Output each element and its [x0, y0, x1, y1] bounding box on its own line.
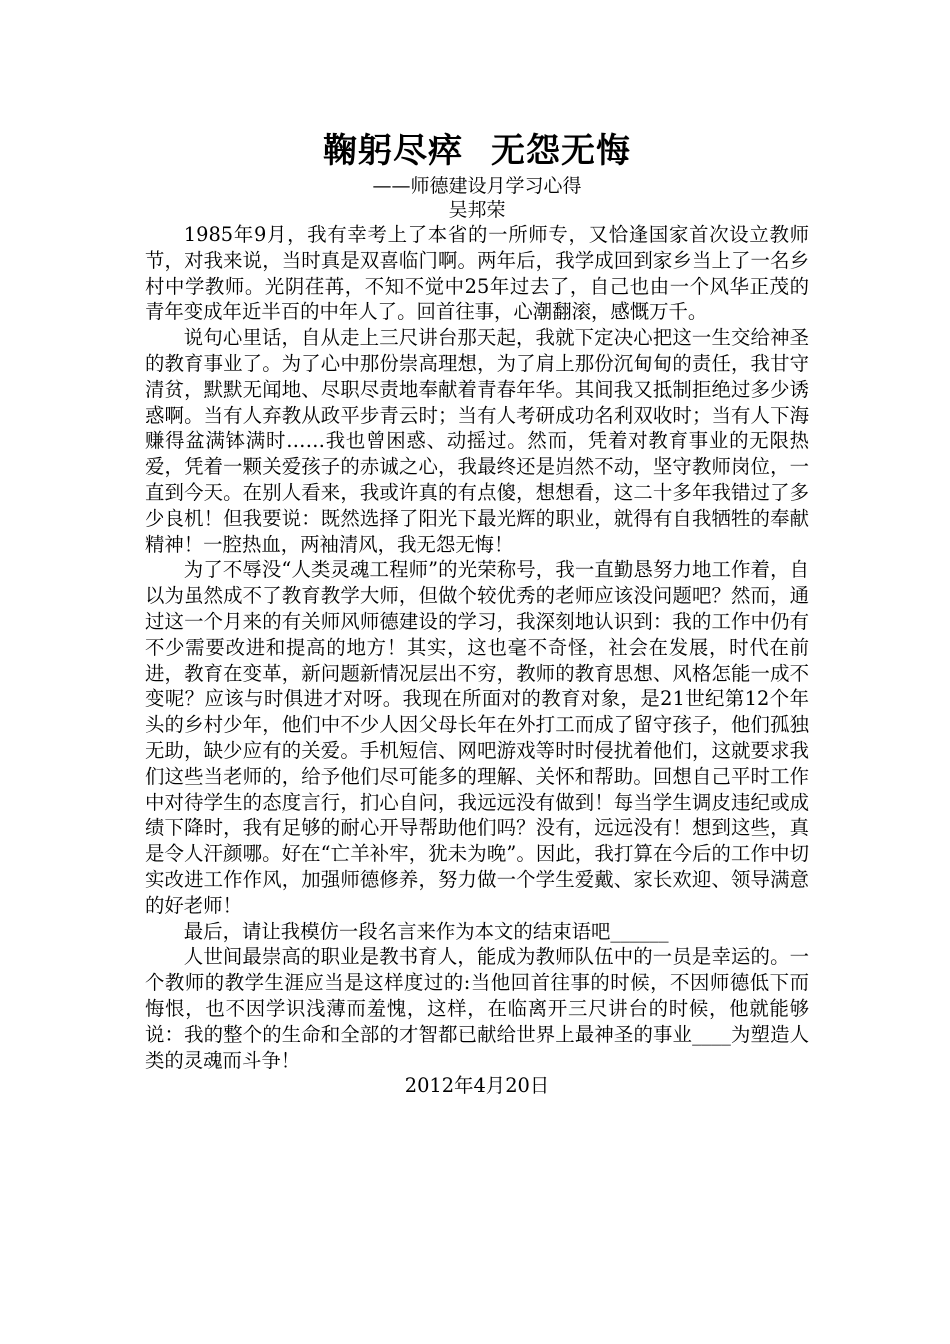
document-author: 吴邦荣: [448, 199, 506, 221]
document-subtitle: ——师德建设月学习心得: [372, 175, 582, 197]
document-date: 2012年4月20日: [404, 1074, 550, 1098]
document-body: [145, 222, 809, 1073]
paragraph-4: 最后，请让我模仿一段名言来作为本文的结束语吧______: [183, 919, 669, 943]
paragraph-3: 为了不辱没“人类灵魂工程师”的光荣称号，我一直勤恳努力地工作着，自以为虽然成不了教育教学大师，但做个较优秀的老师应该没问题吧？然而，通过这一个月来的有关师风师德建设的学习，我深刻地认识到：我的工作中仍有不少需要改进和提高的地方！其实，这也毫不奇怪，社会在发展，时代在前进，教育在变革，新问题新情况层出不穷，教师的教育思想、风格怎能一成不变呢？应该与时俱进才对呀。我现在所面对的教育对象，是21世纪第12个年头的乡村少年，他们中不少人因父母长年在外打工而成了留守孩子，他们孤独无助，缺少应有的关爱。手机短信、网吧游戏等时时侵扰着他们，这就要求我们这些当老师的，给予他们尽可能多的理解、关怀和帮助。回想自己平时工作中对待学生的态度言行，扪心自问，我远远没有做到！每当学生调皮违纪或成绩下降时，我有足够的耐心开导帮助他们吗？没有，远远没有！想到这些，真是令人汗颜哪。好在“亡羊补牢，犹未为晚”。因此，我打算在今后的工作中切实改进工作作风，加强师德修养，努力做一个学生爱戴、家长欢迎、领导满意的好老师！: [145, 558, 809, 917]
paragraph-2: 说句心里话，自从走上三尺讲台那天起，我就下定决心把这一生交给神圣的教育事业了。为了心中那份崇高理想，为了肩上那份沉甸甸的责任，我甘守清贫，默默无闻地、尽职尽责地奉献着青春年华。其间我又抵制拒绝过多少诱惑啊。当有人弃教从政平步青云时；当有人考研成功名利双收时；当有人下海赚得盆满钵满时……我也曾困惑、动摇过。然而，凭着对教育事业的无限热爱，凭着一颗关爱孩子的赤诚之心，我最终还是岿然不动，坚守教师岗位，一直到今天。在别人看来，我或许真的有点傻，想想看，这二十多年我错过了多少良机！但我要说：既然选择了阳光下最光辉的职业，就得有自我牺牲的奉献精神！一腔热血，两袖清风，我无怨无悔！: [145, 326, 809, 556]
title-part-1: 鞠躬尽瘁: [323, 131, 463, 171]
title-part-2: 无怨无悔: [491, 131, 631, 171]
paragraph-5: 人世间最崇高的职业是教书育人，能成为教师队伍中的一员是幸运的。一个教师的教学生涯应当是这样度过的:当他回首往事的时候，不因师德低下而悔恨，也不因学识浅薄而羞愧，这样，在临离开三尺讲台的时候，他就能够说：我的整个的生命和全部的才智都已献给世界上最神圣的事业____为塑造人类的灵魂而斗争！: [145, 945, 809, 1072]
paragraph-1: 1985年9月，我有幸考上了本省的一所师专，又恰逢国家首次设立教师节，对我来说，当时真是双喜临门啊。两年后，我学成回到家乡当上了一名乡村中学教师。光阴荏苒，不知不觉中25年过去了，自己也由一个风华正茂的青年变成年近半百的中年人了。回首往事，心潮翻滚，感慨万千。: [145, 223, 809, 324]
document-page: [145, 128, 809, 1099]
document-title: [145, 128, 809, 174]
